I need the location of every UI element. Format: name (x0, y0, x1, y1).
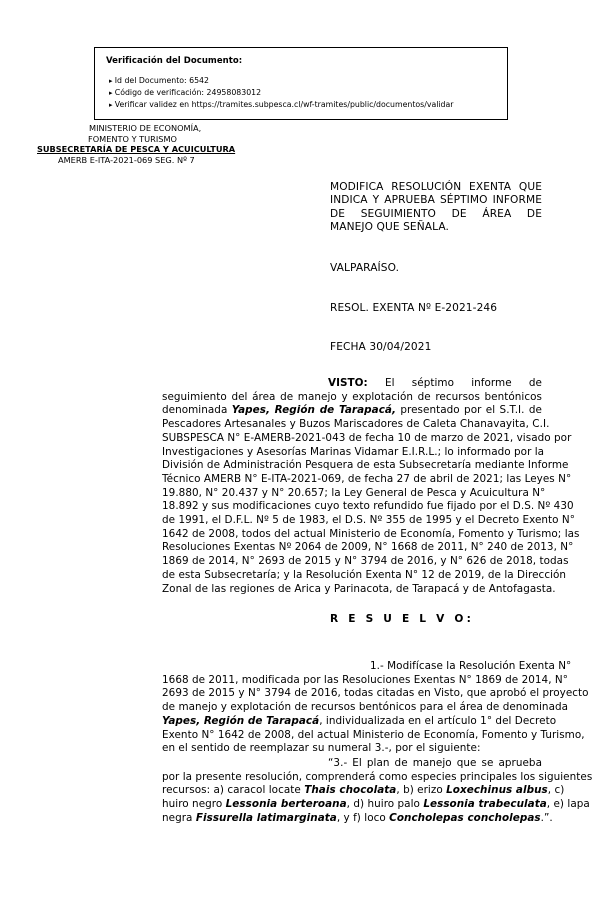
subsecretaria-name: SUBSECRETARÍA DE PESCA Y ACUICULTURA (37, 144, 236, 155)
ministry-line-1: MINISTERIO DE ECONOMÍA, (89, 123, 202, 133)
visto-line: 1869 de 2014, N° 2693 de 2015 y N° 3794 de 2016, y N° 626 de 2018, todas (162, 555, 569, 568)
article-line: 1.- Modifícase la Resolución Exenta N° (370, 660, 572, 672)
visto-line: Investigaciones y Asesorías Marinas Vidamar E.I.R.L.; lo informado por la (162, 445, 545, 458)
visto-label: VISTO: (328, 377, 368, 389)
visto-line: VISTO: El séptimo informe de (328, 377, 542, 389)
visto-line: 1642 de 2008, todos del actual Ministerio de Economía, Fomento y Turismo; las (162, 527, 580, 540)
visto-line: División de Administración Pesquera de esta Subsecretaría mediante Informe (162, 459, 569, 472)
verification-box (94, 47, 508, 120)
area-name: Yapes, Región de Tarapacá (162, 714, 320, 727)
ministry-header (0, 123, 300, 165)
reference-code: AMERB E-ITA-2021-069 SEG. Nº 7 (58, 154, 195, 165)
summary-line-3: DE SEGUIMIENTO DE ÁREA DE (330, 207, 542, 220)
verification-list (109, 75, 454, 111)
area-name: Yapes, Región de Tarapacá, (231, 404, 396, 417)
article-line: 2693 de 2015 y N° 3794 de 2016, todas citadas en Visto, que aprobó el proyecto (162, 687, 589, 700)
resolution-summary (330, 181, 542, 234)
summary-line-1: MODIFICA RESOLUCIÓN EXENTA QUE (330, 181, 542, 193)
species-name: Loxechinus albus (446, 784, 548, 797)
visto-line: denominada Yapes, Región de Tarapacá, presentado por el S.T.I. de (162, 404, 542, 417)
visto-line: 18.892 y sus modificaciones cuyo texto refundido fue fijado por el D.S. Nº 430 (162, 500, 574, 513)
visto-line: Resoluciones Exentas Nº 2064 de 2009, N° 1668 de 2011, N° 240 de 2013, N° (162, 541, 574, 554)
place: VALPARAÍSO. (330, 262, 400, 274)
summary-line-2: INDICA Y APRUEBA SÉPTIMO INFORME (330, 194, 542, 207)
document-id: ▸ Id del Documento: 6542 (109, 75, 454, 87)
article-line: Yapes, Región de Tarapacá, individualizada en el artículo 1° del Decreto (162, 714, 557, 727)
visto-line: Técnico AMERB N° E-ITA-2021-069, de fecha 27 de abril de 2021; las Leyes N° (162, 472, 572, 485)
ministry-line-2: FOMENTO Y TURISMO (88, 133, 177, 144)
species-name: Lessonia berteroana (225, 798, 347, 811)
visto-line: seguimiento del área de manejo y explotación de recursos bentónicos (162, 390, 542, 403)
visto-line: SUBSPESCA N° E-AMERB-2021-043 de fecha 10 de marzo de 2021, visado por (162, 431, 572, 444)
species-name: Concholepas concholepas (389, 811, 541, 824)
article-1-paragraph (162, 660, 589, 756)
numeral-line: por la presente resolución, comprenderá como especies principales los siguientes (162, 770, 593, 783)
article-line: en el sentido de reemplazar su numeral 3.-, por el siguiente: (162, 742, 481, 755)
resolution-date: FECHA 30/04/2021 (330, 341, 432, 353)
visto-line: de 1991, el D.F.L. Nº 5 de 1983, el D.S. Nº 355 de 1995 y el Decreto Exento N° (162, 514, 575, 527)
species-name: Thais chocolata (304, 784, 397, 797)
article-line: de manejo y explotación de recursos bentónicos para el área de denominada (162, 701, 569, 714)
visto-line: Pescadores Artesanales y Buzos Mariscadores de Caleta Chanavayita, C.I. (162, 418, 550, 431)
visto-paragraph (162, 377, 580, 596)
verification-link[interactable]: ▸ Verificar validez en https://tramites.subpesca.cl/wf-tramites/public/documentos/validar (109, 99, 454, 111)
visto-line: Zonal de las regiones de Arica y Parinacota, de Tarapacá y de Antofagasta. (162, 582, 556, 595)
verification-code: ▸ Código de verificación: 24958083012 (109, 87, 454, 99)
visto-line: de esta Subsecretaría; y la Resolución Exenta N° 12 de 2019, de la Dirección (162, 568, 567, 581)
numeral-line: recursos: a) caracol locate Thais chocolata, b) erizo Loxechinus albus, c) (162, 784, 565, 797)
numeral-line: negra Fissurella latimarginata, y f) loco Concholepas concholepas.”. (162, 811, 553, 824)
resolution-number: RESOL. EXENTA Nº E-2021-246 (330, 302, 498, 314)
summary-line-4: MANEJO QUE SEÑALA. (330, 220, 449, 233)
article-line: 1668 de 2011, modificada por las Resoluciones Exentas N° 1869 de 2014, N° (162, 673, 568, 686)
numeral-3-paragraph (162, 757, 593, 826)
numeral-line: “3.- El plan de manejo que se aprueba (328, 757, 542, 769)
species-name: Lessonia trabeculata (423, 798, 547, 811)
visto-line: 19.880, N° 20.437 y N° 20.657; la Ley General de Pesca y Acuicultura N° (162, 486, 546, 499)
resuelvo-heading: R E S U E L V O: (330, 613, 475, 625)
numeral-line: huiro negro Lessonia berteroana, d) huiro palo Lessonia trabeculata, e) lapa (162, 798, 590, 811)
species-name: Fissurella latimarginata (195, 811, 337, 824)
article-line: Exento N° 1642 de 2008, del actual Ministerio de Economía, Fomento y Turismo, (162, 728, 585, 741)
verification-title: Verificación del Documento: (106, 56, 243, 66)
